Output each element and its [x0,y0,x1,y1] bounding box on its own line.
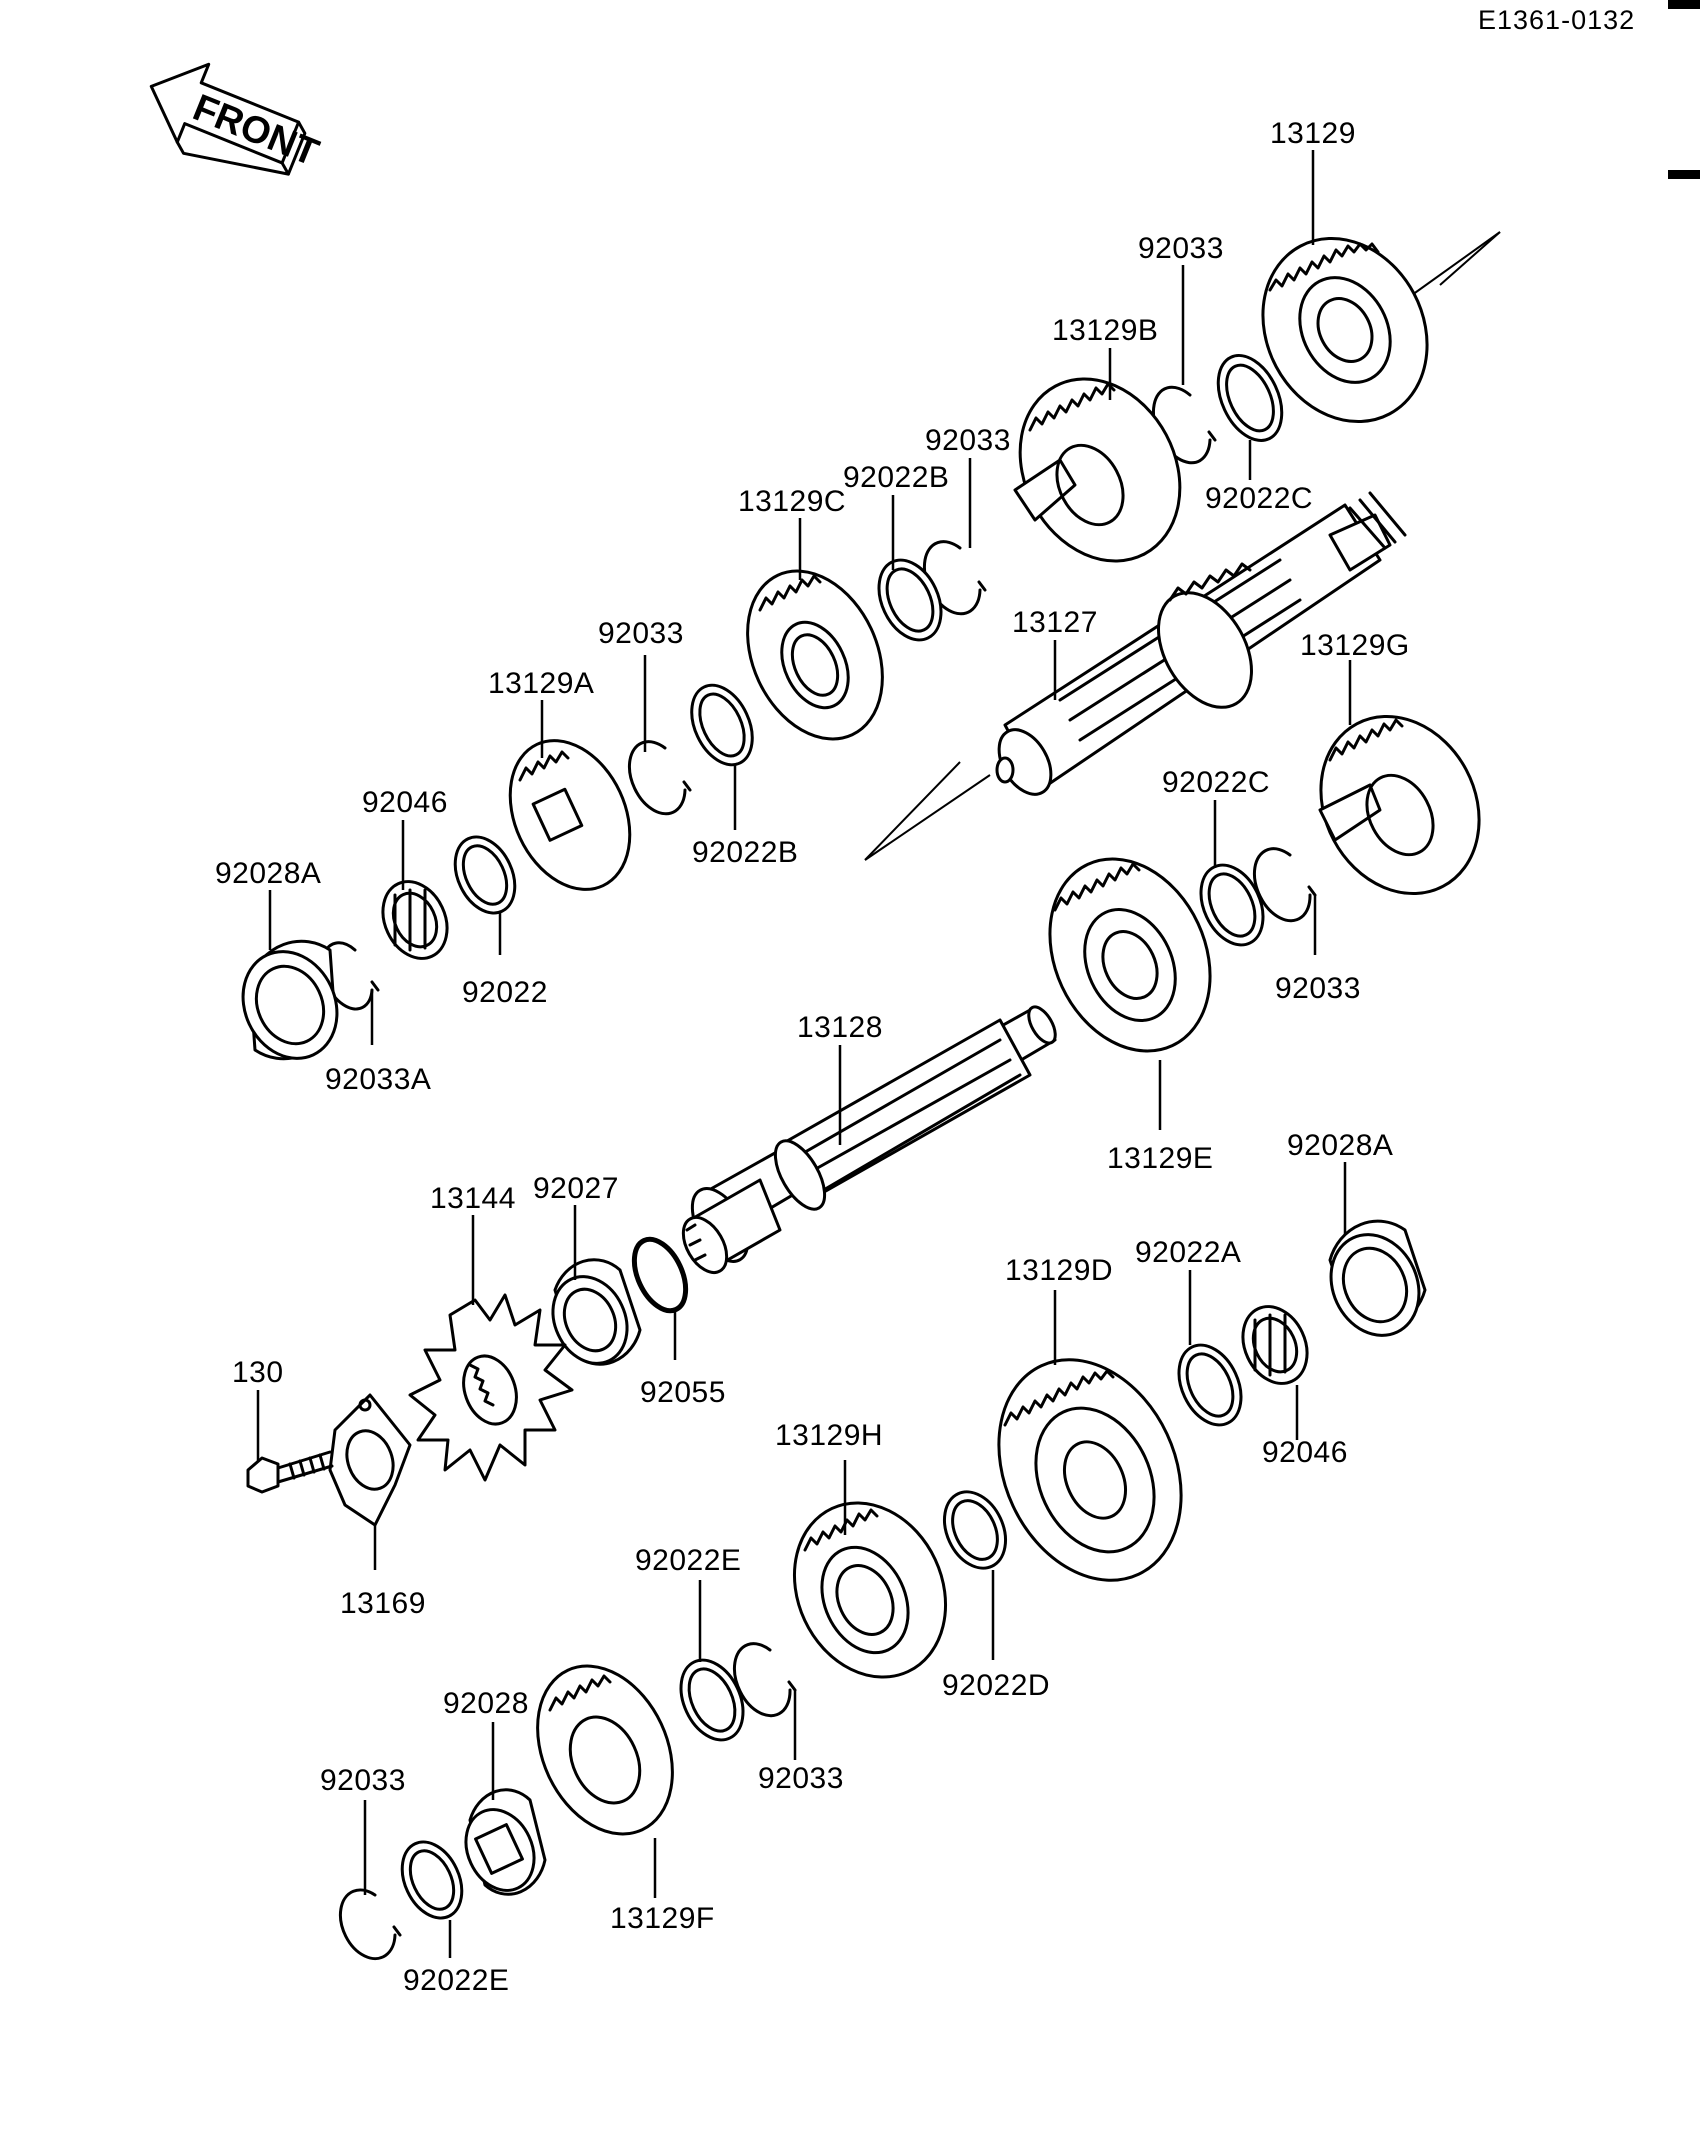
washer-92022 [444,827,527,922]
circlip-92033-bottom [340,1890,400,1959]
label-92055: 92055 [640,1376,726,1409]
sprocket-13144 [410,1295,572,1480]
label-13169: 13169 [340,1587,426,1620]
label-13129A: 13129A [488,667,595,700]
label-92033-d: 92033 [1275,972,1361,1005]
corner-mark [1668,0,1700,9]
front-arrow-icon [133,47,333,199]
label-92028A-b: 92028A [1287,1129,1394,1162]
washer-92022B-upper [867,550,953,650]
label-92046-a: 92046 [362,786,448,819]
label-92022C-a: 92022C [1205,482,1314,515]
corner-mark [1668,170,1700,179]
label-13129H: 13129H [775,1419,884,1452]
label-92022E-b: 92022E [403,1964,510,1997]
label-13127: 13127 [1012,606,1098,639]
label-92033-c: 92033 [598,617,684,650]
label-92033-e: 92033 [758,1762,844,1795]
label-13129E: 13129E [1107,1142,1214,1175]
washer-92022E-upper [669,1650,755,1750]
label-13128: 13128 [797,1011,883,1044]
label-92022B-b: 92022B [692,836,799,869]
label-13129D: 13129D [1005,1254,1114,1287]
label-92033-b: 92033 [925,424,1011,457]
needle-bearing-92046-lower [1231,1296,1319,1394]
circlip-92033-left [629,742,690,814]
bolt-130 [248,1452,332,1492]
lock-plate-13169 [330,1395,410,1525]
drawing-code: E1361-0132 [1478,5,1636,35]
label-92033A: 92033A [325,1063,432,1096]
washer-92022E-lower [391,1832,474,1927]
label-92028: 92028 [443,1687,529,1720]
label-92022D: 92022D [942,1669,1051,1702]
bushing-92028 [453,1790,547,1902]
label-130: 130 [232,1356,284,1389]
label-92046-b: 92046 [1262,1436,1348,1469]
label-13129C: 13129C [738,485,847,518]
label-92022A: 92022A [1135,1236,1242,1269]
bearing-92028A-left [226,936,354,1074]
front-label: FRONT [187,86,325,175]
label-13129G: 13129G [1300,629,1410,662]
gear-13129F [512,1644,699,1856]
label-92022B-a: 92022B [843,461,950,494]
label-92022C-b: 92022C [1162,766,1271,799]
washer-92022D [933,1482,1018,1578]
label-13129F: 13129F [610,1902,715,1935]
label-92027: 92027 [533,1172,619,1205]
label-13129: 13129 [1270,117,1356,150]
label-13144: 13144 [430,1182,516,1215]
label-92033-a: 92033 [1138,232,1224,265]
label-92022E-a: 92022E [635,1544,742,1577]
label-92033-f: 92033 [320,1764,406,1797]
label-92022: 92022 [462,976,548,1009]
washer-92022A [1167,1335,1253,1435]
washer-92022B-lower [680,676,764,775]
leader-lines [258,150,1350,1958]
gear-13129G [1291,689,1510,922]
label-13129B: 13129B [1052,314,1159,347]
label-92028A-a: 92028A [215,857,322,890]
shaft-13128 [674,1003,1060,1280]
needle-bearing-92046-upper [371,871,459,969]
bearing-92028A-right [1315,1220,1435,1350]
